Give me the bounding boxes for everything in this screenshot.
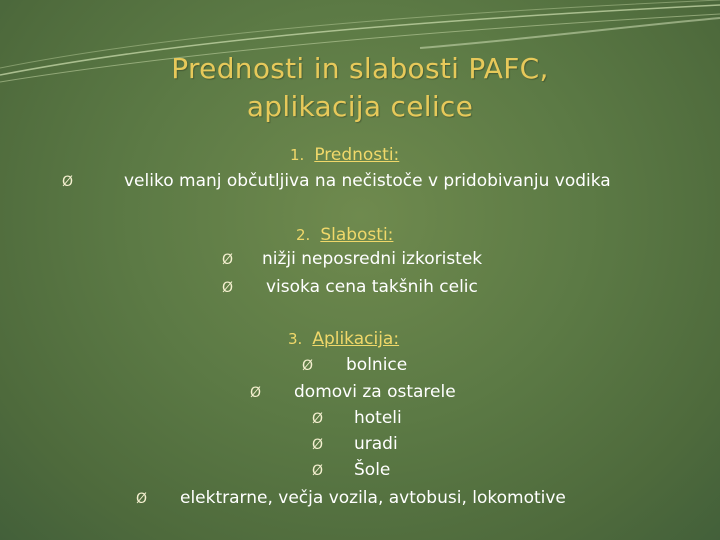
advantage-item: veliko manj občutljiva na nečistoče v pridobivanju vodika	[124, 171, 611, 191]
slide-title-line-1: Prednosti in slabosti PAFC,	[171, 52, 549, 85]
bullet-arrow-icon: Ø	[222, 280, 234, 296]
disadvantages-number: 2.	[296, 226, 311, 244]
application-item: hoteli	[354, 408, 402, 428]
bullet-arrow-icon: Ø	[62, 174, 74, 190]
disadvantages-heading	[296, 225, 393, 245]
disadvantage-item: nižji neposredni izkoristek	[262, 249, 483, 269]
bullet-arrow-icon: Ø	[312, 411, 324, 427]
bullet-arrow-icon: Ø	[312, 437, 324, 453]
advantages-heading	[290, 145, 399, 165]
bullet-arrow-icon: Ø	[312, 463, 324, 479]
slide-title-line-2: aplikacija celice	[246, 90, 474, 123]
disadvantage-item: visoka cena takšnih celic	[266, 277, 478, 297]
bullet-arrow-icon: Ø	[302, 358, 314, 374]
applications-number: 3.	[288, 330, 303, 348]
bullet-arrow-icon: Ø	[250, 385, 262, 401]
advantages-label: Prednosti:	[314, 145, 400, 165]
application-item: uradi	[354, 434, 398, 454]
application-item: bolnice	[346, 355, 408, 375]
application-item: domovi za ostarele	[294, 382, 456, 402]
applications-heading	[288, 329, 399, 349]
application-item: elektrarne, večja vozila, avtobusi, lokomotive	[180, 488, 566, 508]
applications-label: Aplikacija:	[312, 329, 400, 349]
advantages-number: 1.	[290, 146, 305, 164]
disadvantages-label: Slabosti:	[320, 225, 394, 245]
bullet-arrow-icon: Ø	[222, 252, 234, 268]
bullet-arrow-icon: Ø	[136, 491, 148, 507]
application-item: Šole	[354, 460, 391, 480]
